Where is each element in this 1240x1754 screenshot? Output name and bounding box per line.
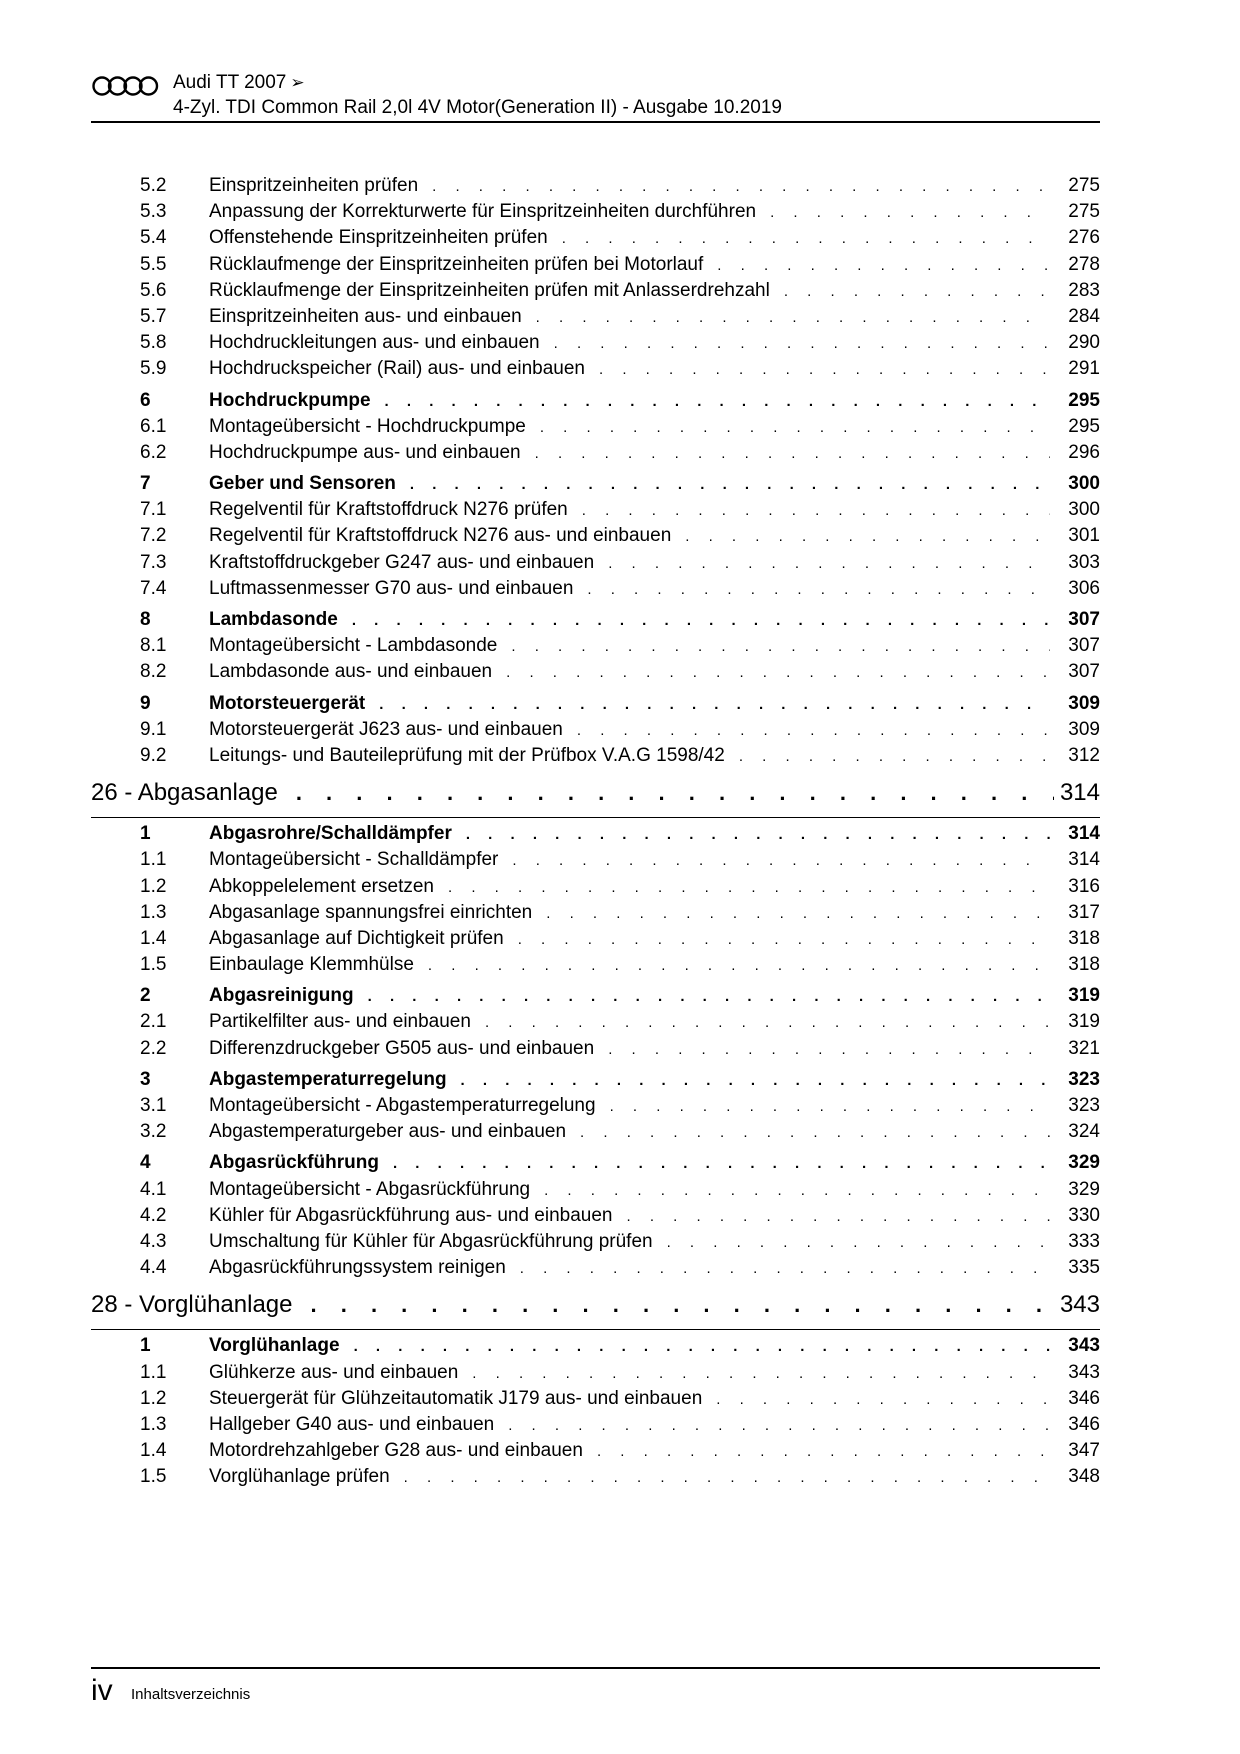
toc-entry-title-wrap <box>209 1205 1050 1227</box>
toc-entry-title-wrap <box>209 227 1050 249</box>
dot-leader <box>627 1208 1051 1225</box>
toc-entry[interactable] <box>91 1440 1100 1466</box>
dot-leader <box>472 1365 1050 1382</box>
vehicle-model: Audi TT 2007 ➢ <box>173 72 305 93</box>
toc-entry-title: Abgasrückführungssystem reinigen <box>209 1257 506 1279</box>
toc-entry-number: 1.4 <box>140 927 167 949</box>
toc-entry[interactable] <box>91 1038 1100 1064</box>
dot-leader <box>580 1124 1050 1141</box>
toc-entry-title-wrap <box>209 719 1050 741</box>
dot-leader <box>520 1260 1050 1277</box>
toc-entry-title: Abkoppelelement ersetzen <box>209 875 434 897</box>
toc-entry[interactable] <box>91 928 1100 954</box>
toc-entry[interactable] <box>91 635 1100 661</box>
chapter-page: 343 <box>1059 1291 1100 1319</box>
toc-chapter-entry[interactable] <box>91 1291 1100 1331</box>
toc-entry-page: 335 <box>1068 1257 1100 1279</box>
toc-entry-title-wrap <box>209 1121 1050 1143</box>
arrow-right-icon: ➢ <box>290 73 305 92</box>
toc-entry-page: 295 <box>1068 415 1100 437</box>
toc-entry-title: Einbaulage Klemmhülse <box>209 954 414 976</box>
dot-leader <box>511 638 1050 655</box>
toc-entry-page: 296 <box>1068 441 1100 463</box>
dot-leader <box>461 1072 1050 1089</box>
toc-entry-page: 295 <box>1068 389 1100 411</box>
engine-subtitle: 4-Zyl. TDI Common Rail 2,0l 4V Motor(Generation II) - Ausgabe 10.2019 <box>173 97 782 118</box>
toc-entry-title-wrap <box>209 1095 1050 1117</box>
dot-leader <box>536 309 1050 326</box>
toc-entry-title: Einspritzeinheiten aus- und einbauen <box>209 305 522 327</box>
dot-leader <box>770 204 1050 221</box>
dot-leader <box>540 419 1050 436</box>
dot-leader <box>448 879 1050 896</box>
toc-entry-title: Kühler für Abgasrückführung aus- und einbauen <box>209 1204 613 1226</box>
toc-entry-number: 7.1 <box>140 499 167 521</box>
toc-entry-number: 4.4 <box>140 1257 167 1279</box>
toc-section-entry[interactable] <box>91 823 1100 849</box>
toc-entry-number: 2.2 <box>140 1037 167 1059</box>
toc-entry[interactable] <box>91 876 1100 902</box>
toc-entry-page: 291 <box>1068 358 1100 380</box>
footer-label: Inhaltsverzeichnis <box>131 1686 251 1703</box>
toc-entry-page: 348 <box>1068 1466 1100 1488</box>
toc-entry-title: Montageübersicht - Hochdruckpumpe <box>209 415 526 437</box>
dot-leader <box>485 1014 1050 1031</box>
toc-entry-page: 329 <box>1068 1152 1100 1174</box>
toc-entry-title: Kraftstoffdruckgeber G247 aus- und einbauen <box>209 551 595 573</box>
toc-entry-title-wrap <box>209 823 1050 845</box>
toc-entry-number: 5.5 <box>140 253 167 275</box>
toc-entry-page: 307 <box>1068 661 1100 683</box>
toc-entry-page: 343 <box>1068 1335 1100 1357</box>
toc-entry-page: 321 <box>1068 1037 1100 1059</box>
toc-entry-page: 314 <box>1068 849 1100 871</box>
toc-entry-title-wrap <box>209 745 1050 767</box>
toc-entry-number: 2.1 <box>140 1011 167 1033</box>
toc-entry-page: 312 <box>1068 744 1100 766</box>
toc-entry-number: 1.5 <box>140 954 167 976</box>
toc-entry[interactable] <box>91 332 1100 358</box>
toc-entry-number: 7 <box>140 473 151 495</box>
toc-entry-title: Differenzdruckgeber G505 aus- und einbauen <box>209 1037 595 1059</box>
toc-entry-number: 4 <box>140 1152 151 1174</box>
dot-leader <box>562 230 1050 247</box>
toc-entry-title-wrap <box>209 1388 1050 1410</box>
toc-entry[interactable] <box>91 306 1100 332</box>
toc-entry-title-wrap <box>209 578 1050 600</box>
toc-entry-title: Abgasrohre/Schalldämpfer <box>209 823 452 845</box>
toc-entry[interactable] <box>91 442 1100 468</box>
toc-section-entry[interactable] <box>91 1335 1100 1361</box>
toc-entry-title-wrap <box>209 1179 1050 1201</box>
toc-entry-number: 8.1 <box>140 635 167 657</box>
toc-entry-title: Lambdasonde aus- und einbauen <box>209 661 493 683</box>
toc-entry-title: Lambdasonde <box>209 609 338 630</box>
toc-entry-title: Luftmassenmesser G70 aus- und einbauen <box>209 577 574 599</box>
toc-entry-number: 5.4 <box>140 227 167 249</box>
toc-entry-number: 6 <box>140 389 151 411</box>
dot-leader <box>717 257 1050 274</box>
toc-entry-page: 314 <box>1068 823 1100 845</box>
toc-entry-title: Rücklaufmenge der Einspritzeinheiten prüfen bei Motorlauf <box>209 253 704 275</box>
toc-entry-page: 330 <box>1068 1204 1100 1226</box>
toc-entry[interactable] <box>91 1388 1100 1414</box>
toc-entry-title: Vorglühanlage prüfen <box>209 1466 390 1488</box>
toc-entry-page: 307 <box>1068 635 1100 657</box>
toc-entry-title: Regelventil für Kraftstoffdruck N276 prüfen <box>209 499 568 521</box>
toc-entry-title: Leitungs- und Bauteileprüfung mit der Prüfbox V.A.G 1598/42 <box>209 744 725 766</box>
toc-entry[interactable] <box>91 1257 1100 1283</box>
toc-entry-page: 278 <box>1068 253 1100 275</box>
toc-entry-page: 303 <box>1068 551 1100 573</box>
toc-entry-number: 6.2 <box>140 441 167 463</box>
toc-entry-title-wrap <box>209 1231 1050 1253</box>
toc-entry-title-wrap <box>209 201 1050 223</box>
toc-entry-page: 343 <box>1068 1361 1100 1383</box>
dot-leader <box>432 178 1050 195</box>
toc-entry[interactable] <box>91 1121 1100 1147</box>
toc-entry-page: 319 <box>1068 985 1100 1007</box>
toc-entry-page: 300 <box>1068 499 1100 521</box>
toc-entry-title: Abgasanlage spannungsfrei einrichten <box>209 901 533 923</box>
toc-entry-title: Motorsteuergerät J623 aus- und einbauen <box>209 718 563 740</box>
toc-entry-title-wrap <box>209 1362 1050 1384</box>
toc-entry-title: Montageübersicht - Abgastemperaturregelung <box>209 1095 596 1116</box>
toc-entry-title-wrap <box>209 254 1050 276</box>
toc-entry-title-wrap <box>209 902 1050 924</box>
toc-entry-title-wrap <box>209 306 1050 328</box>
toc-entry[interactable] <box>91 1205 1100 1231</box>
toc-entry-title: Steuergerät für Glühzeitautomatik J179 aus- und einbauen <box>209 1387 703 1409</box>
toc-entry-page: 318 <box>1068 954 1100 976</box>
toc-entry[interactable] <box>91 745 1100 771</box>
toc-entry-title-wrap <box>209 1038 1050 1060</box>
toc-entry[interactable] <box>91 201 1100 227</box>
toc-entry-number: 5.6 <box>140 279 167 301</box>
toc-section-entry[interactable] <box>91 985 1100 1011</box>
toc-entry-title: Anpassung der Korrekturwerte für Einspritzeinheiten durchführen <box>209 201 757 223</box>
toc-entry-number: 1.1 <box>140 1361 167 1383</box>
dot-leader <box>608 1041 1050 1058</box>
dot-leader <box>368 988 1050 1005</box>
dot-leader <box>508 1417 1050 1434</box>
dot-leader <box>311 1292 1054 1318</box>
toc-entry-number: 1.2 <box>140 875 167 897</box>
toc-entry-number: 1.4 <box>140 1440 167 1462</box>
toc-entry-title: Hochdruckleitungen aus- und einbauen <box>209 332 540 354</box>
toc-entry-title-wrap <box>209 390 1050 412</box>
toc-entry-title-wrap <box>209 525 1050 547</box>
toc-entry-number: 7.4 <box>140 577 167 599</box>
toc-entry[interactable] <box>91 254 1100 280</box>
toc-entry-title: Abgasrückführung <box>209 1152 379 1174</box>
toc-entry[interactable] <box>91 552 1100 578</box>
toc-entry-number: 5.7 <box>140 305 167 327</box>
dot-leader <box>385 393 1050 410</box>
toc-entry-title: Montageübersicht - Abgasrückführung <box>209 1178 531 1200</box>
dot-leader <box>716 1391 1050 1408</box>
toc-entry-title: Motorsteuergerät <box>209 692 366 714</box>
toc-entry-title-wrap <box>209 473 1050 495</box>
dot-leader <box>608 555 1050 572</box>
toc-entry-page: 329 <box>1068 1178 1100 1200</box>
toc-entry-number: 2 <box>140 985 151 1007</box>
toc-entry-title-wrap <box>209 332 1050 354</box>
toc-entry[interactable] <box>91 954 1100 980</box>
toc-entry-title: Vorglühanlage <box>209 1335 340 1357</box>
toc-entry-title: Montageübersicht - Lambdasonde <box>209 635 498 657</box>
dot-leader <box>546 905 1050 922</box>
toc-entry-number: 1.3 <box>140 901 167 923</box>
dot-leader <box>599 361 1050 378</box>
toc-entry-number: 8.2 <box>140 661 167 683</box>
toc-entry[interactable] <box>91 175 1100 201</box>
toc-entry-page: 284 <box>1068 305 1100 327</box>
dot-leader <box>379 696 1050 713</box>
toc-entry-title: Motordrehzahlgeber G28 aus- und einbauen <box>209 1440 583 1462</box>
toc-entry-title-wrap <box>209 1440 1050 1462</box>
toc-entry-page: 276 <box>1068 227 1100 249</box>
toc-entry-number: 1 <box>140 823 151 845</box>
toc-entry-title-wrap <box>209 693 1050 715</box>
toc-section-entry[interactable] <box>91 473 1100 499</box>
dot-leader <box>610 1098 1050 1115</box>
toc-entry-number: 8 <box>140 609 151 630</box>
page-header <box>91 72 1100 126</box>
toc-entry-number: 6.1 <box>140 415 167 437</box>
toc-entry-page: 319 <box>1068 1011 1100 1033</box>
toc-entry[interactable] <box>91 902 1100 928</box>
toc-entry-page: 323 <box>1068 1068 1100 1090</box>
toc-entry-page: 347 <box>1068 1440 1100 1462</box>
toc-entry[interactable] <box>91 1362 1100 1388</box>
toc-entry-page: 333 <box>1068 1230 1100 1252</box>
toc-entry[interactable] <box>91 227 1100 253</box>
toc-entry-page: 290 <box>1068 332 1100 354</box>
dot-leader <box>535 445 1050 462</box>
toc-entry-title: Montageübersicht - Schalldämpfer <box>209 849 499 871</box>
toc-entry-title-wrap <box>209 1257 1050 1279</box>
toc-entry[interactable] <box>91 416 1100 442</box>
header-divider <box>91 121 1100 123</box>
toc-entry-title: Einspritzeinheiten prüfen <box>209 175 419 196</box>
dot-leader <box>544 1182 1050 1199</box>
toc-entry-title: Hallgeber G40 aus- und einbauen <box>209 1413 495 1435</box>
toc-entry[interactable] <box>91 1179 1100 1205</box>
toc-entry-page: 306 <box>1068 577 1100 599</box>
toc-entry-title: Glühkerze aus- und einbauen <box>209 1361 459 1383</box>
toc-entry-page: 307 <box>1068 609 1100 630</box>
dot-leader <box>597 1443 1050 1460</box>
toc-entry[interactable] <box>91 578 1100 604</box>
toc-section-entry[interactable] <box>91 1069 1100 1095</box>
dot-leader <box>582 502 1050 519</box>
dot-leader <box>352 612 1050 629</box>
toc-entry-page: 309 <box>1068 692 1100 714</box>
toc-entry-number: 5.2 <box>140 175 167 196</box>
toc-entry-title-wrap <box>209 1011 1050 1033</box>
toc-entry-page: 323 <box>1068 1095 1100 1116</box>
toc-entry-number: 5.9 <box>140 358 167 380</box>
dot-leader <box>518 931 1050 948</box>
dot-leader <box>587 581 1050 598</box>
toc-entry-title-wrap <box>209 552 1050 574</box>
dot-leader <box>404 1469 1050 1486</box>
toc-entry-number: 3.2 <box>140 1121 167 1143</box>
audi-rings-icon <box>91 75 161 97</box>
toc-entry-number: 7.2 <box>140 525 167 547</box>
toc-entry-number: 7.3 <box>140 551 167 573</box>
toc-entry[interactable] <box>91 358 1100 384</box>
toc-entry-title-wrap <box>209 1335 1050 1357</box>
toc-entry-title: Umschaltung für Kühler für Abgasrückführung prüfen <box>209 1230 653 1252</box>
toc-section-entry[interactable] <box>91 693 1100 719</box>
toc-entry-title: Abgastemperaturregelung <box>209 1068 447 1090</box>
toc-entry-title-wrap <box>209 849 1050 871</box>
toc-entry-title: Abgasreinigung <box>209 985 354 1007</box>
toc-entry-page: 316 <box>1068 875 1100 897</box>
dot-leader <box>739 748 1050 765</box>
toc-entry-number: 4.2 <box>140 1204 167 1226</box>
toc-entry-title-wrap <box>209 609 1050 631</box>
toc-chapter-entry[interactable] <box>91 779 1100 819</box>
toc-entry-number: 4.1 <box>140 1178 167 1200</box>
toc-entry-page: 346 <box>1068 1413 1100 1435</box>
toc-entry-number: 9.2 <box>140 744 167 766</box>
toc-section-entry[interactable] <box>91 1152 1100 1178</box>
dot-leader <box>667 1234 1050 1251</box>
toc-entry-number: 1 <box>140 1335 151 1357</box>
toc-entry-page: 317 <box>1068 901 1100 923</box>
toc-entry-number: 1.3 <box>140 1413 167 1435</box>
toc-entry-page: 275 <box>1068 201 1100 223</box>
toc-entry[interactable] <box>91 499 1100 525</box>
toc-entry-title-wrap <box>209 1152 1050 1174</box>
toc-entry-number: 9 <box>140 692 151 714</box>
toc-entry-title-wrap <box>209 499 1050 521</box>
dot-leader <box>506 664 1050 681</box>
toc-entry-number: 3 <box>140 1068 151 1090</box>
toc-entry-title-wrap <box>209 416 1050 438</box>
toc-entry-page: 275 <box>1068 175 1100 196</box>
toc-entry[interactable] <box>91 280 1100 306</box>
toc-section-entry[interactable] <box>91 609 1100 635</box>
toc-entry[interactable] <box>91 661 1100 687</box>
toc-entry-number: 1.2 <box>140 1387 167 1409</box>
toc-entry-title-wrap <box>209 1466 1050 1488</box>
dot-leader <box>466 826 1050 843</box>
toc-entry-title-wrap <box>209 175 1050 197</box>
toc-entry-page: 318 <box>1068 927 1100 949</box>
toc-section-entry[interactable] <box>91 390 1100 416</box>
dot-leader <box>410 476 1050 493</box>
toc-entry-title-wrap <box>209 876 1050 898</box>
chapter-title: 26 - Abgasanlage <box>91 779 278 807</box>
toc-entry-title: Abgasanlage auf Dichtigkeit prüfen <box>209 927 504 949</box>
dot-leader <box>554 335 1050 352</box>
toc-entry-title: Hochdruckspeicher (Rail) aus- und einbauen <box>209 358 585 380</box>
chapter-page: 314 <box>1059 779 1100 807</box>
toc-entry-number: 3.1 <box>140 1095 167 1116</box>
toc-entry-title: Hochdruckpumpe <box>209 389 371 411</box>
toc-entry-number: 4.3 <box>140 1230 167 1252</box>
toc-entry-title: Partikelfilter aus- und einbauen <box>209 1011 471 1033</box>
footer-divider <box>91 1667 1100 1669</box>
chapter-title: 28 - Vorglühanlage <box>91 1291 293 1319</box>
toc-entry[interactable] <box>91 1095 1100 1121</box>
toc-entry-title: Hochdruckpumpe aus- und einbauen <box>209 441 521 463</box>
dot-leader <box>685 528 1050 545</box>
dot-leader <box>393 1155 1050 1172</box>
toc-entry[interactable] <box>91 719 1100 745</box>
toc-entry-title: Offenstehende Einspritzeinheiten prüfen <box>209 227 548 249</box>
toc-entry[interactable] <box>91 1466 1100 1492</box>
toc-entry[interactable] <box>91 525 1100 551</box>
toc-entry-title-wrap <box>209 985 1050 1007</box>
page-number: iv <box>91 1674 113 1707</box>
dot-leader <box>577 722 1050 739</box>
toc-entry-page: 309 <box>1068 718 1100 740</box>
toc-entry[interactable] <box>91 1414 1100 1440</box>
toc-entry-number: 5.8 <box>140 332 167 354</box>
toc-entry[interactable] <box>91 1011 1100 1037</box>
toc-entry-page: 300 <box>1068 473 1100 495</box>
toc-entry-title-wrap <box>209 1414 1050 1436</box>
toc-entry-page: 324 <box>1068 1121 1100 1143</box>
toc-entry-page: 346 <box>1068 1387 1100 1409</box>
toc-entry-page: 283 <box>1068 279 1100 301</box>
toc-entry[interactable] <box>91 849 1100 875</box>
dot-leader <box>428 957 1050 974</box>
toc-entry-title-wrap <box>209 954 1050 976</box>
dot-leader <box>296 780 1054 806</box>
toc-entry-title: Rücklaufmenge der Einspritzeinheiten prüfen mit Anlasserdrehzahl <box>209 279 770 301</box>
table-of-contents <box>91 175 1100 1492</box>
toc-entry-title-wrap <box>209 661 1050 683</box>
toc-entry-number: 5.3 <box>140 201 167 223</box>
toc-entry-number: 9.1 <box>140 718 167 740</box>
toc-entry-title: Abgastemperaturgeber aus- und einbauen <box>209 1121 567 1143</box>
toc-entry-title-wrap <box>209 1069 1050 1091</box>
toc-entry-title-wrap <box>209 635 1050 657</box>
toc-entry-title-wrap <box>209 928 1050 950</box>
toc-entry-title-wrap <box>209 358 1050 380</box>
toc-entry-title-wrap <box>209 280 1050 302</box>
dot-leader <box>784 283 1050 300</box>
toc-entry-title: Regelventil für Kraftstoffdruck N276 aus- und einbauen <box>209 525 672 547</box>
toc-entry[interactable] <box>91 1231 1100 1257</box>
toc-entry-title: Geber und Sensoren <box>209 473 396 495</box>
toc-entry-number: 1.5 <box>140 1466 167 1488</box>
toc-entry-number: 1.1 <box>140 849 167 871</box>
dot-leader <box>354 1338 1050 1355</box>
toc-entry-title-wrap <box>209 442 1050 464</box>
toc-entry-page: 301 <box>1068 525 1100 547</box>
dot-leader <box>512 852 1050 869</box>
